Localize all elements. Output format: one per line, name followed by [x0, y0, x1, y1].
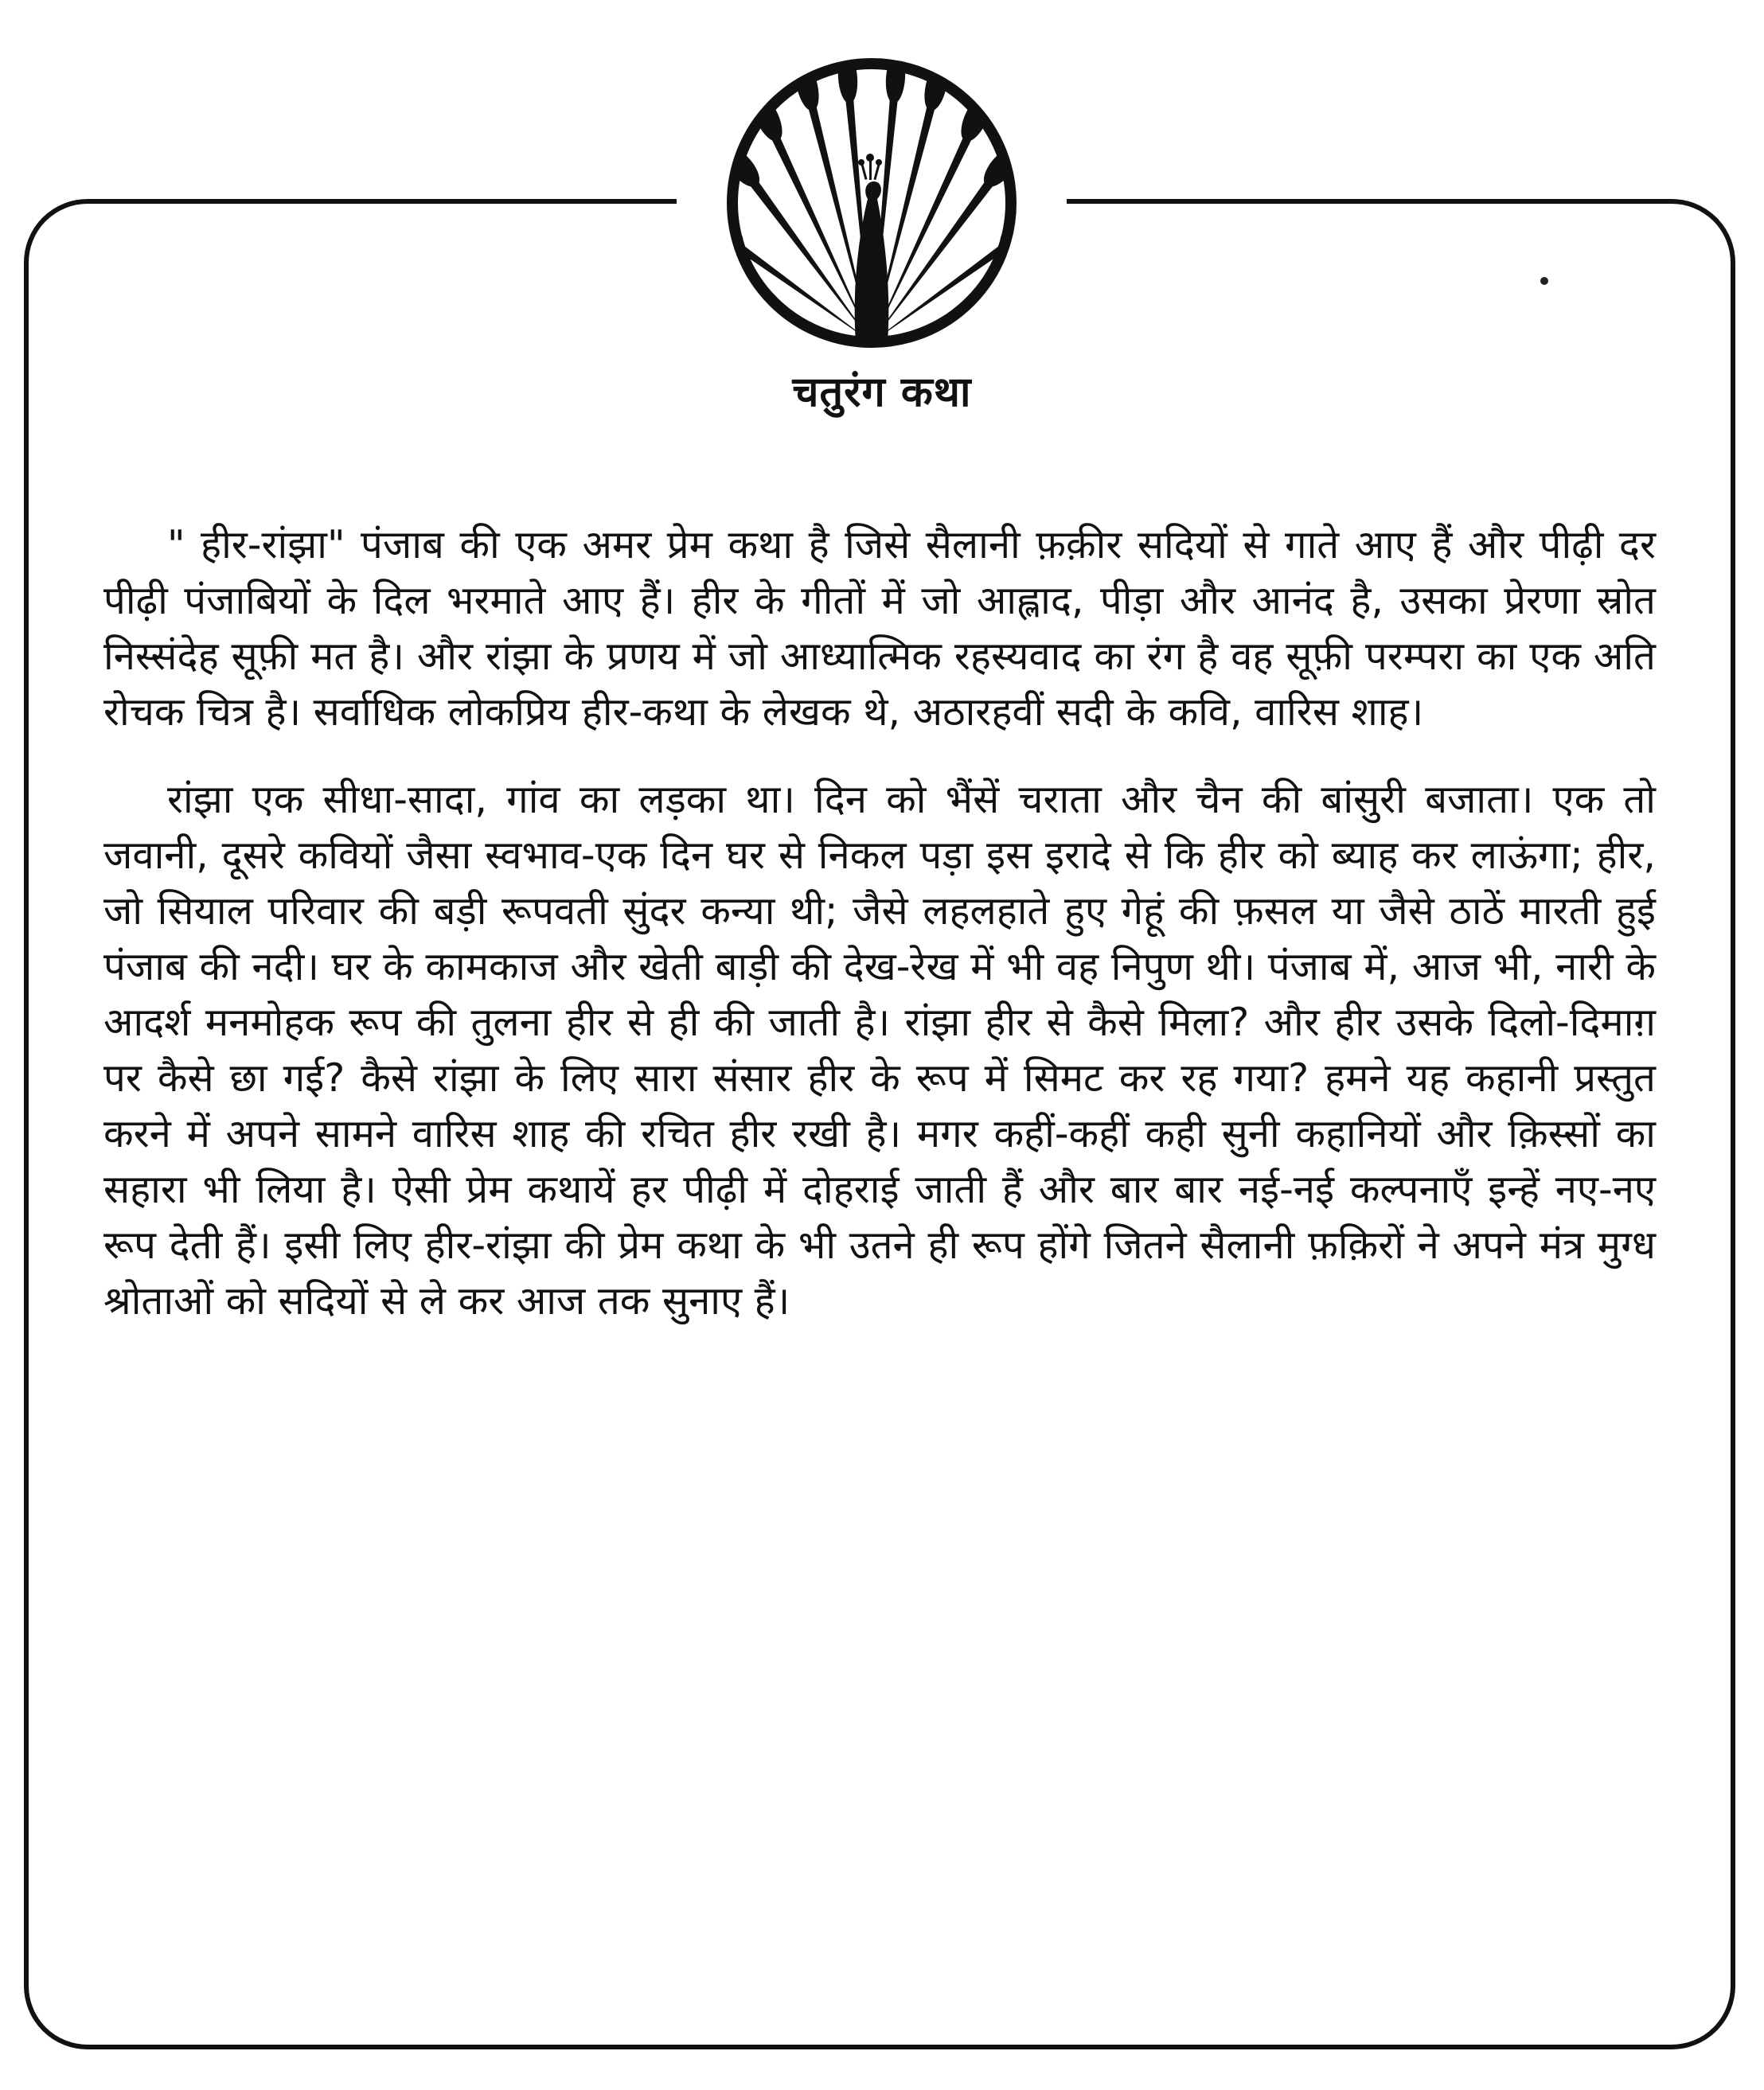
paragraph-1: " हीर-रांझा" पंजाब की एक अमर प्रेम कथा है जिसे सैलानी फ़क़ीर सदियों से गाते आए हैं और पीढ़ी दर पीढ़ी पंजाबियों के दिल भरमाते आए हैं। हीर के गीतों में जो आह्लाद, पीड़ा और आनंद है, उसका प्रेरणा स्रोत निस्संदेह सूफ़ी मत है। और रांझा के प्रणय में जो आध्यात्मिक रहस्यवाद का रंग है वह सूफ़ी परम्परा का एक अति रोचक चित्र है। सर्वाधिक लोकप्रिय हीर-कथा के लेखक थे, अठारहवीं सदी के कवि, वारिस शाह।: [103, 522, 1656, 735]
print-speck: [1540, 277, 1548, 285]
page-title: चतुरंग कथा: [792, 368, 972, 416]
story-intro-text: [103, 517, 1656, 1361]
paragraph-2: रांझा एक सीधा-सादा, गांव का लड़का था। दिन को भैंसें चराता और चैन की बांसुरी बजाता। एक तो जवानी, दूसरे कवियों जैसा स्वभाव-एक दिन घर से निकल पड़ा इस इरादे से कि हीर को ब्याह कर लाऊंगा; हीर, जो सियाल परिवार की बड़ी रूपवती सुंदर कन्या थी; जैसे लहलहाते हुए गेहूं की फ़सल या जैसे ठाठें मारती हुई पंजाब की नदी। घर के कामकाज और खेती बाड़ी की देख-रेख में भी वह निपुण थी। पंजाब में, आज भी, नारी के आदर्श मनमोहक रूप की तुलना हीर से ही की जाती है। रांझा हीर से कैसे मिला? और हीर उसके दिलो-दिमाग़ पर कैसे छा गई? कैसे रांझा के लिए सारा संसार हीर के रूप में सिमट कर रह गया? हमने यह कहानी प्रस्तुत करने में अपने सामने वारिस शाह की रचित हीर रखी है। मगर कहीं-कहीं कही सुनी कहानियों और क़िस्सों का सहारा भी लिया है। ऐसी प्रेम कथायें हर पीढ़ी में दोहराई जाती हैं और बार बार नई-नई कल्पनाएँ इन्हें नए-नए रूप देती हैं। इसी लिए हीर-रांझा की प्रेम कथा के भी उतने ही रूप होंगे जितने सैलानी फ़क़िरों ने अपने मंत्र मुग्ध श्रोताओं को सदियों से ले कर आज तक सुनाए हैं।: [103, 777, 1656, 1324]
peacock-logo-icon: [693, 48, 1051, 350]
